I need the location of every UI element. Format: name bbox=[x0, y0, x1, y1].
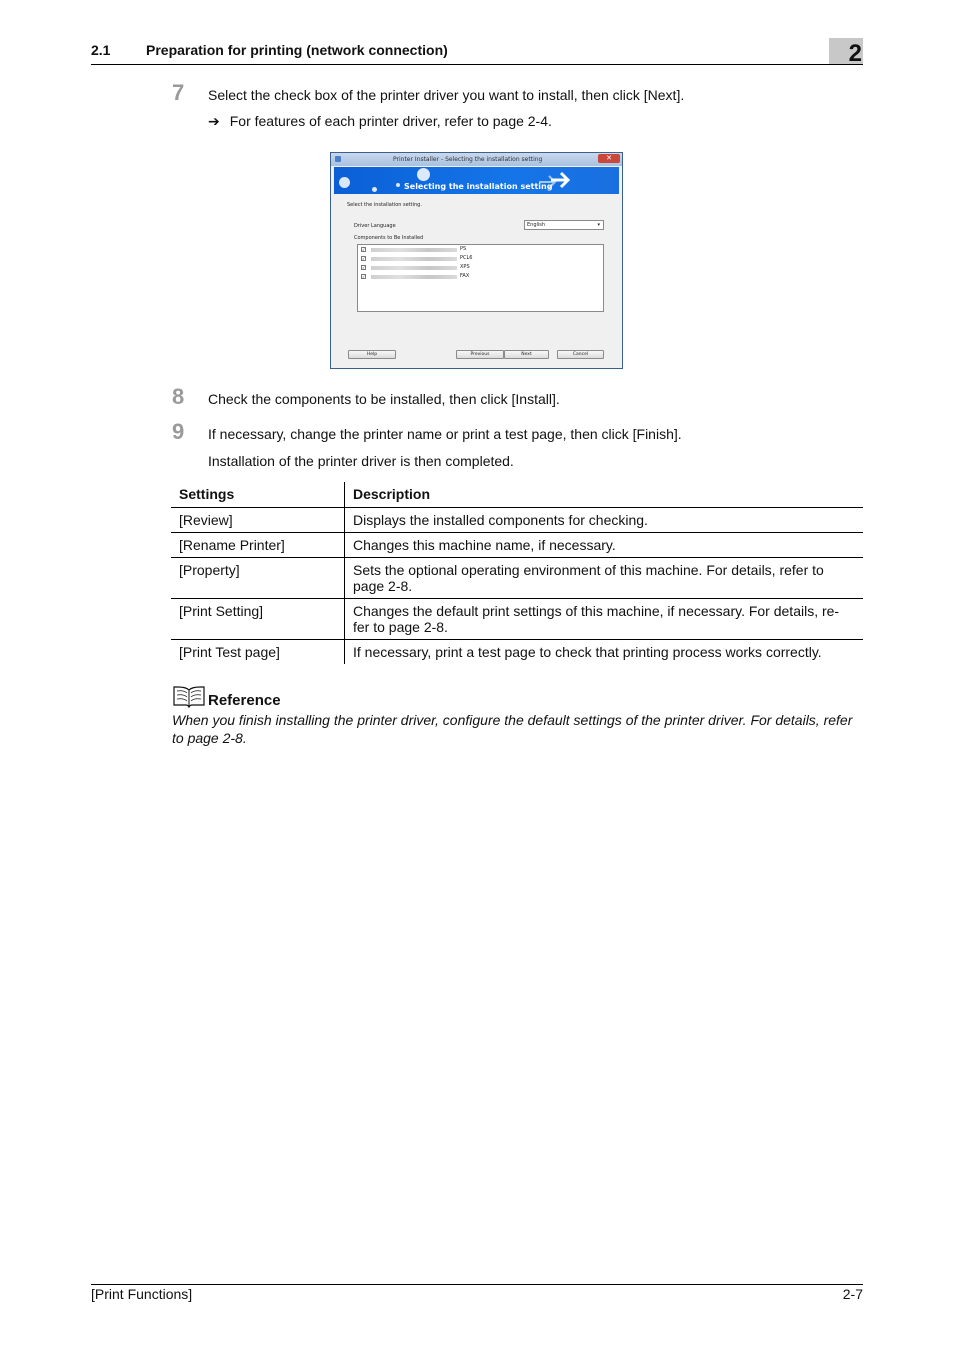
component-name: FAX bbox=[460, 273, 470, 279]
table-row bbox=[171, 558, 863, 599]
previous-button[interactable]: Previous bbox=[456, 350, 504, 359]
description-cell: If necessary, print a test page to check that printing process works correctly. bbox=[353, 644, 822, 660]
arrow-right-icon: ➔ bbox=[208, 113, 220, 129]
setting-cell: [Rename Printer] bbox=[171, 533, 345, 558]
bubble-icon bbox=[339, 177, 350, 188]
blurred-driver-name bbox=[371, 248, 457, 252]
chevron-down-icon: ▾ bbox=[597, 222, 600, 228]
description-cell: Changes this machine name, if necessary. bbox=[353, 537, 616, 553]
chapter-badge bbox=[829, 38, 863, 67]
components-label: Components to Be Installed bbox=[354, 235, 424, 241]
step-text-9: If necessary, change the printer name or print a test page, then click [Finish]. bbox=[208, 426, 682, 442]
table-row bbox=[171, 508, 863, 533]
step-number-9: 9 bbox=[172, 419, 185, 444]
step-number-7: 7 bbox=[172, 80, 185, 105]
step-number-8: 8 bbox=[172, 384, 185, 409]
cancel-button[interactable]: Cancel bbox=[557, 350, 604, 359]
checkbox-checked[interactable]: ✓ bbox=[362, 247, 366, 252]
setting-cell: [Review] bbox=[171, 508, 345, 533]
description-cell: Displays the installed components for checking. bbox=[353, 512, 648, 528]
driver-language-select[interactable] bbox=[524, 220, 604, 230]
dialog-title: Printer Installer - Selecting the installation setting bbox=[393, 156, 543, 163]
setting-cell: [Property] bbox=[171, 558, 345, 599]
driver-language-value: English bbox=[527, 222, 546, 228]
column-header-description: Description bbox=[353, 486, 431, 502]
list-item[interactable] bbox=[361, 264, 601, 272]
table-row bbox=[171, 640, 863, 665]
dialog-banner bbox=[334, 167, 619, 194]
dialog-titlebar bbox=[331, 153, 622, 166]
list-item[interactable] bbox=[361, 246, 601, 254]
list-item[interactable] bbox=[361, 273, 601, 281]
reference-title: Reference bbox=[208, 692, 281, 709]
settings-table bbox=[171, 482, 863, 664]
help-button[interactable]: Help bbox=[348, 350, 396, 359]
step-text-7: Select the check box of the printer driver you want to install, then click [Next]. bbox=[208, 87, 685, 103]
section-title: Preparation for printing (network connection) bbox=[146, 42, 448, 58]
component-name: PCL6 bbox=[460, 255, 473, 261]
bubble-icon bbox=[372, 187, 377, 192]
checkbox-checked[interactable]: ✓ bbox=[362, 265, 366, 270]
table-header-row bbox=[171, 482, 863, 508]
setting-cell: [Print Setting] bbox=[171, 599, 345, 640]
blurred-driver-name bbox=[371, 257, 457, 261]
page-number: 2-7 bbox=[842, 1286, 863, 1302]
column-header-settings: Settings bbox=[171, 482, 345, 508]
section-number: 2.1 bbox=[91, 42, 111, 58]
bubble-icon bbox=[396, 183, 400, 187]
step-followup-9: Installation of the printer driver is then completed. bbox=[208, 453, 514, 469]
component-name: XPS bbox=[460, 264, 470, 270]
blurred-driver-name bbox=[371, 275, 457, 279]
list-item[interactable] bbox=[361, 255, 601, 263]
step-note-text: For features of each printer driver, refer to page 2-4. bbox=[229, 113, 552, 129]
close-icon[interactable]: ✕ bbox=[598, 154, 620, 163]
arrow-right-icon bbox=[537, 170, 571, 192]
checkbox-checked[interactable]: ✓ bbox=[362, 274, 366, 279]
dialog-instruction: Select the installation setting. bbox=[347, 202, 422, 208]
driver-language-label: Driver Language bbox=[354, 223, 396, 229]
footer-rule bbox=[91, 1284, 863, 1285]
chapter-number: 2 bbox=[848, 40, 862, 67]
components-list bbox=[357, 244, 604, 312]
next-button[interactable]: Next bbox=[504, 350, 549, 359]
open-book-icon bbox=[172, 685, 206, 709]
table-row bbox=[171, 533, 863, 558]
app-icon bbox=[335, 156, 341, 162]
banner-title: Selecting the installation setting bbox=[404, 182, 553, 191]
step-text-8: Check the components to be installed, then click [Install]. bbox=[208, 391, 560, 407]
bubble-icon bbox=[417, 168, 430, 181]
reference-text: When you finish installing the printer driver, configure the default settings of the printer driver. For details, refer to page 2-8. bbox=[172, 712, 853, 746]
installer-dialog-screenshot bbox=[330, 152, 623, 369]
component-name: PS bbox=[460, 246, 467, 252]
setting-cell: [Print Test page] bbox=[171, 640, 345, 665]
blurred-driver-name bbox=[371, 266, 457, 270]
description-cell: Sets the optional operating environment of this machine. For details, refer to page 2-8. bbox=[353, 562, 824, 594]
description-cell: Changes the default print settings of this machine, if necessary. For details, re-fer to page 2-8. bbox=[353, 603, 840, 635]
header-rule bbox=[91, 64, 863, 65]
table-row bbox=[171, 599, 863, 640]
checkbox-checked[interactable]: ✓ bbox=[362, 256, 366, 261]
footer-title: [Print Functions] bbox=[91, 1286, 193, 1302]
dialog-body bbox=[334, 194, 619, 367]
step-note-7 bbox=[208, 113, 552, 130]
